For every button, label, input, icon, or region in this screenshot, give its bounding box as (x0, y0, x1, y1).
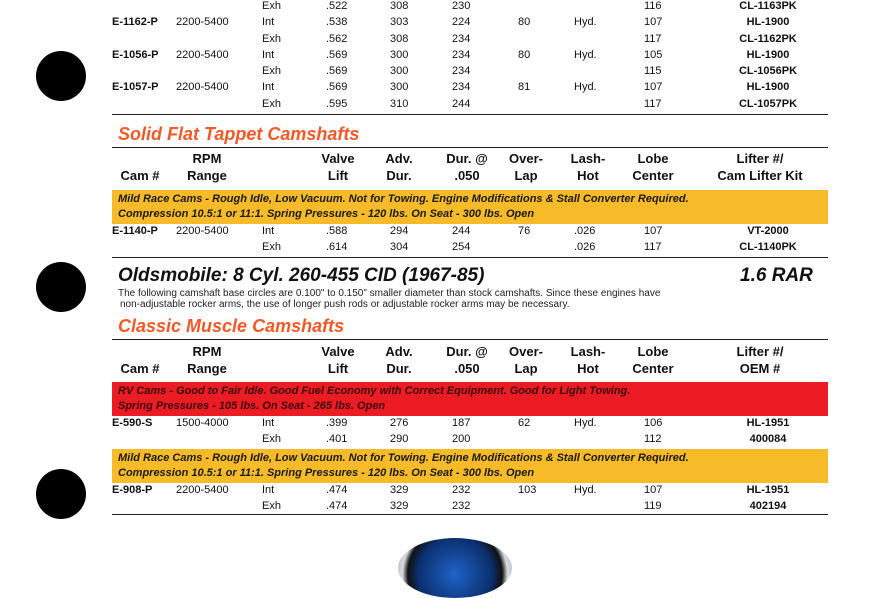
cell-side: Int (262, 417, 275, 429)
cell-rpm: 2200-5400 (176, 225, 229, 237)
cell-rpm: 2200-5400 (176, 81, 229, 94)
cell-side: Exh (262, 65, 281, 78)
cell-lifter: HL-1951 (746, 417, 790, 429)
cell-lifter: CL-1057PK (738, 97, 798, 110)
cell-lobe: 107 (644, 81, 663, 94)
column-header-solid (112, 150, 828, 188)
header-line-1: Adv. (385, 151, 413, 166)
header-line-1: Dur. @ (446, 151, 488, 166)
header-rpm (172, 343, 242, 377)
classic-table-a (112, 416, 828, 449)
header-line-2: Hot (577, 361, 599, 376)
cell-lobe: 107 (644, 16, 663, 29)
header-line-1: Lobe (637, 344, 669, 359)
brand-logo (398, 538, 512, 598)
cell-lobe: 107 (644, 484, 663, 496)
table-row (112, 80, 828, 96)
column-header-classic (112, 343, 828, 381)
banner-line-2: Compression 10.5:1 or 11:1. Spring Pressures - 120 lbs. On Seat - 300 lbs. Open (118, 467, 535, 479)
cell-lifter: CL-1162PK (739, 32, 797, 45)
cell-dur: 234 (452, 48, 471, 61)
header-line-1: Lash- (570, 151, 606, 166)
cell-dur: 244 (452, 225, 471, 237)
cell-side: Int (262, 484, 275, 496)
cell-side: Int (262, 48, 275, 61)
cell-lobe: 117 (644, 32, 662, 45)
cell-dur: 224 (452, 16, 471, 29)
cell-lift: .588 (326, 225, 348, 237)
header-line-2: OEM # (739, 361, 781, 376)
cell-cam: E-1057-P (112, 81, 159, 94)
header-line-1: Cam # (120, 168, 160, 183)
rv-cams-banner (112, 382, 828, 416)
header-rpm (172, 150, 242, 184)
cell-lift: .569 (326, 65, 348, 78)
header-line-2: Center (632, 361, 674, 376)
cell-over: 80 (518, 48, 531, 61)
cell-lifter: HL-1900 (746, 81, 790, 94)
cell-side: Exh (262, 97, 281, 110)
classic-bottom-rule (112, 514, 828, 515)
header-line-1: Dur. @ (446, 344, 488, 359)
table-row (112, 48, 828, 64)
cell-over: 62 (518, 417, 531, 429)
header-line-1: Lifter #/ (736, 344, 784, 359)
header-line-1: Lobe (637, 151, 669, 166)
cell-lobe: 106 (644, 417, 663, 429)
cell-cam: E-908-P (112, 484, 153, 496)
table-row (112, 416, 828, 432)
cell-rpm: 2200-5400 (176, 484, 229, 496)
cell-adv: 329 (390, 484, 409, 496)
cell-over: 76 (518, 225, 531, 237)
classic-header-top-rule (112, 339, 828, 340)
classic-table-b (112, 483, 828, 516)
cell-over: 103 (518, 484, 537, 496)
cell-lash: .026 (574, 225, 596, 237)
cell-cam: E-590-S (112, 417, 153, 429)
cell-cam: E-1140-P (112, 225, 158, 237)
section-heading-solid: Solid Flat Tappet Camshafts (118, 124, 360, 144)
table-row (112, 483, 828, 499)
header-line-2: Range (187, 361, 227, 376)
section-heading-classic: Classic Muscle Camshafts (118, 316, 345, 336)
header-cam (110, 167, 170, 184)
cell-dur: 234 (452, 65, 471, 78)
cell-over: 81 (518, 81, 531, 94)
header-line-2: Dur. (386, 168, 412, 183)
cell-rpm: 2200-5400 (176, 16, 229, 29)
header-lifter (692, 150, 828, 184)
banner-line-2: Compression 10.5:1 or 11:1. Spring Pressures - 120 lbs. On Seat - 300 lbs. Open (118, 208, 535, 220)
note-line-1: The following camshaft base circles are 0.100" to 0.150" smaller diameter than stock camshafts. Since these engines have (118, 288, 661, 299)
cell-dur: 187 (452, 417, 471, 429)
cell-lifter: CL-1163PK (739, 0, 797, 12)
cell-lifter: HL-1900 (746, 16, 790, 29)
cell-lobe: 115 (644, 65, 662, 78)
table-row (112, 97, 828, 113)
header-line-1: Adv. (385, 344, 413, 359)
note-line-2: non-adjustable rocker arms, the use of longer push rods or adjustable rocker arms may be necessary. (120, 299, 570, 310)
header-adv (374, 150, 424, 184)
cell-adv: 300 (390, 65, 409, 78)
header-line-2: Dur. (386, 361, 412, 376)
header-top-rule (112, 147, 828, 148)
header-line-1: RPM (192, 344, 222, 359)
cell-lash: Hyd. (574, 484, 597, 496)
cell-lifter: 400084 (749, 433, 787, 446)
table-row (112, 64, 828, 80)
binder-hole-top (36, 51, 86, 101)
cell-side: Int (262, 81, 275, 94)
cell-cam: E-1056-P (112, 48, 159, 61)
top-table (112, 0, 828, 113)
cell-dur: 232 (452, 500, 471, 513)
header-line-1: Valve (321, 344, 355, 359)
cell-dur: 234 (452, 81, 471, 94)
mild-race-banner-solid (112, 190, 828, 224)
header-lifter (692, 343, 828, 377)
cell-dur: 200 (452, 433, 471, 446)
cell-lash: Hyd. (574, 48, 597, 61)
cell-lash: Hyd. (574, 16, 597, 29)
cell-adv: 303 (390, 16, 409, 29)
cell-lift: .522 (326, 0, 348, 12)
header-line-1: Lifter #/ (736, 151, 784, 166)
cell-rpm: 1500-4000 (176, 417, 229, 429)
cell-side: Exh (262, 241, 281, 254)
header-line-2: Lap (514, 168, 538, 183)
cell-dur: 244 (452, 97, 471, 110)
header-lash (562, 343, 614, 377)
header-dur (432, 150, 502, 184)
header-line-2: Center (632, 168, 674, 183)
table-row (112, 224, 828, 240)
table-row (112, 240, 828, 256)
mild-race-banner-classic (112, 449, 828, 483)
cell-lift: .538 (326, 16, 348, 29)
header-line-2: Range (187, 168, 227, 183)
cell-adv: 304 (390, 241, 409, 254)
cell-rpm: 2200-5400 (176, 48, 229, 61)
cell-lobe: 117 (644, 97, 662, 110)
header-line-2: Lift (327, 361, 349, 376)
table-row (112, 15, 828, 31)
header-line-1: Cam # (120, 361, 160, 376)
header-line-1: RPM (192, 151, 222, 166)
cell-lifter: HL-1951 (746, 484, 790, 496)
cell-lobe: 117 (644, 241, 662, 254)
cell-lobe: 105 (644, 48, 663, 61)
cell-lash: .026 (574, 241, 596, 254)
cell-adv: 329 (390, 500, 409, 513)
cell-adv: 290 (390, 433, 409, 446)
banner-line-1: Mild Race Cams - Rough Idle, Low Vacuum. Not for Towing. Engine Modifications & Stall Converter Required. (118, 193, 689, 205)
cell-lobe: 107 (644, 225, 663, 237)
table-row (112, 0, 828, 15)
cell-lash: Hyd. (574, 81, 597, 94)
cell-adv: 300 (390, 81, 409, 94)
banner-line-1: RV Cams - Good to Fair Idle. Good Fuel Economy with Correct Equipment. Good for Light Towing. (118, 385, 631, 397)
table-row (112, 32, 828, 48)
cell-lift: .569 (326, 48, 348, 61)
cell-lifter: CL-1056PK (738, 65, 798, 78)
binder-hole-bottom (36, 469, 86, 519)
header-adv (374, 343, 424, 377)
cell-adv: 308 (390, 32, 409, 45)
cell-dur: 234 (452, 32, 471, 45)
header-lift (308, 343, 368, 377)
cell-lobe: 112 (644, 433, 662, 446)
header-cam (110, 360, 170, 377)
cell-side: Exh (262, 32, 281, 45)
table-bottom-rule (112, 114, 828, 115)
cell-lobe: 119 (644, 500, 662, 513)
header-line-1: Over- (509, 151, 543, 166)
header-lobe (620, 343, 686, 377)
cell-lift: .614 (326, 241, 348, 254)
engine-title: Oldsmobile: 8 Cyl. 260-455 CID (1967-85) (118, 265, 485, 286)
cell-adv: 294 (390, 225, 409, 237)
cell-lift: .474 (326, 500, 348, 513)
solid-table (112, 224, 828, 257)
cell-side: Int (262, 16, 275, 29)
cell-lift: .399 (326, 417, 348, 429)
header-dur (432, 343, 502, 377)
cell-lift: .562 (326, 32, 348, 45)
cell-lifter: 402194 (749, 500, 787, 513)
banner-line-2: Spring Pressures - 105 lbs. On Seat - 265 lbs. Open (118, 400, 386, 412)
header-line-1: Lash- (570, 344, 606, 359)
cell-cam: E-1162-P (112, 16, 158, 29)
header-line-1: Over- (509, 344, 543, 359)
header-line-2: Hot (577, 168, 599, 183)
cell-lift: .401 (326, 433, 348, 446)
cell-lift: .569 (326, 81, 348, 94)
header-line-2: Cam Lifter Kit (717, 168, 803, 183)
cell-lift: .474 (326, 484, 348, 496)
header-line-1: Valve (321, 151, 355, 166)
cell-dur: 254 (452, 241, 471, 254)
cell-dur: 230 (452, 0, 471, 12)
header-over (500, 150, 552, 184)
cell-lash: Hyd. (574, 417, 597, 429)
rocker-arm-ratio: 1.6 RAR (740, 265, 813, 286)
header-line-2: .050 (454, 168, 480, 183)
cell-lifter: CL-1140PK (739, 241, 797, 254)
header-lobe (620, 150, 686, 184)
banner-line-1: Mild Race Cams - Rough Idle, Low Vacuum. Not for Towing. Engine Modifications & Stall Converter Required. (118, 452, 689, 464)
header-lash (562, 150, 614, 184)
cell-adv: 308 (390, 0, 409, 12)
cell-lifter: HL-1900 (746, 48, 790, 61)
cell-side: Exh (262, 0, 281, 12)
cell-dur: 232 (452, 484, 471, 496)
table-row (112, 432, 828, 448)
header-line-2: Lap (514, 361, 538, 376)
header-over (500, 343, 552, 377)
cell-side: Exh (262, 433, 281, 446)
cell-adv: 300 (390, 48, 409, 61)
cell-lifter: VT-2000 (747, 225, 789, 237)
header-line-2: .050 (454, 361, 480, 376)
cell-over: 80 (518, 16, 531, 29)
cell-adv: 276 (390, 417, 409, 429)
solid-bottom-rule (112, 257, 828, 258)
binder-hole-middle (36, 262, 86, 312)
header-lift (308, 150, 368, 184)
cell-side: Int (262, 225, 275, 237)
cell-lobe: 116 (644, 0, 662, 12)
cell-lift: .595 (326, 97, 348, 110)
header-line-2: Lift (327, 168, 349, 183)
cell-side: Exh (262, 500, 281, 513)
cell-adv: 310 (390, 97, 409, 110)
base-circle-note (118, 288, 808, 310)
